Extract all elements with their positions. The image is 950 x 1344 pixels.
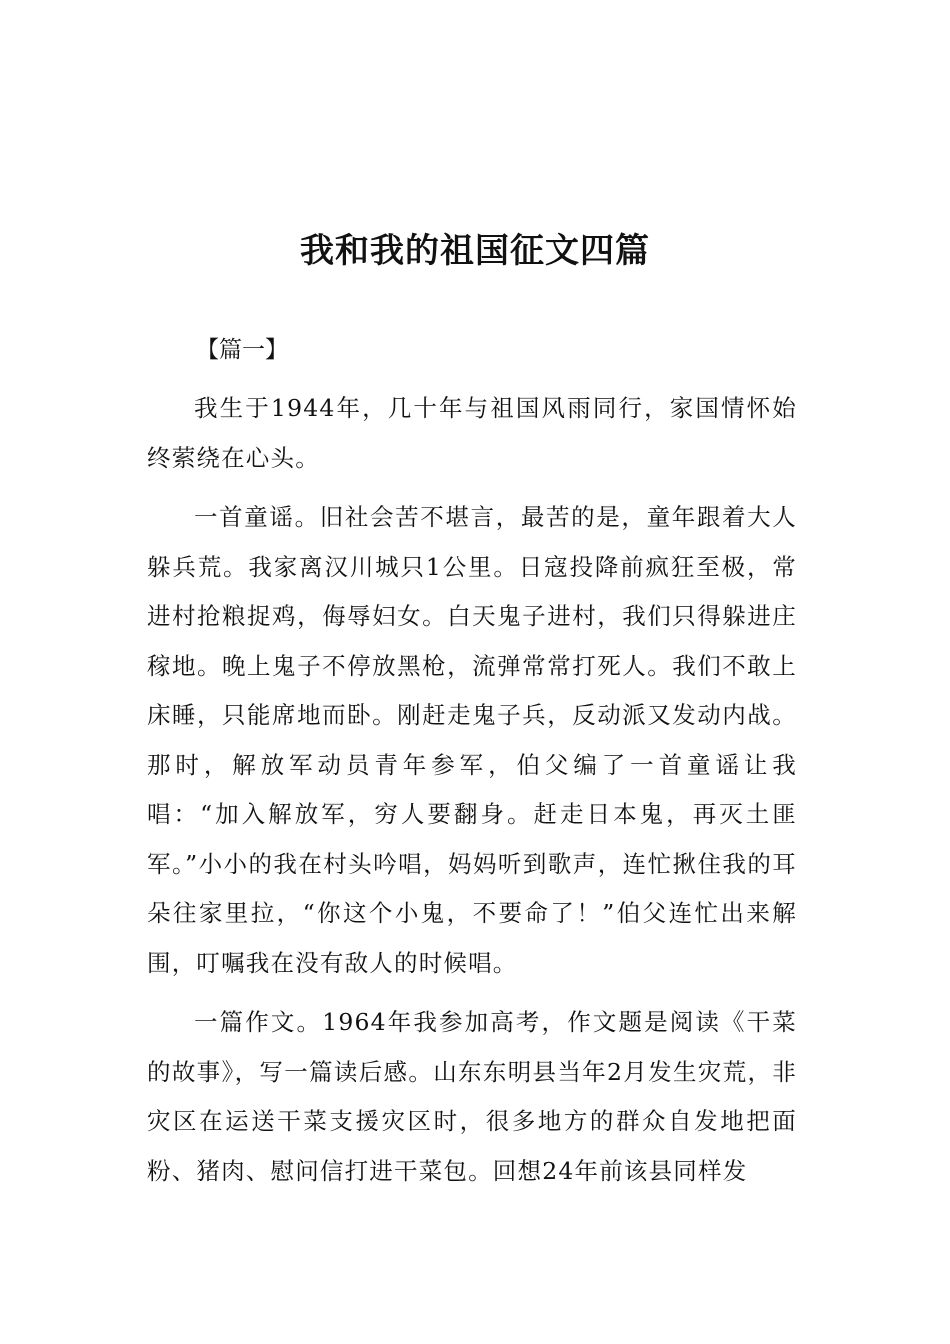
- body-text: [147, 384, 797, 1206]
- paragraph-essay: 一篇作文。1964年我参加高考，作文题是阅读《干菜的故事》，写一篇读后感。山东东明县当年2月发生灾荒，非灾区在运送干菜支援灾区时，很多地方的群众自发地把面粉、猪肉、慰问信打进干菜包。回想24年前该县同样发: [147, 1008, 797, 1185]
- paragraph-intro: 我生于1944年，几十年与祖国风雨同行，家国情怀始终萦绕在心头。: [147, 394, 797, 472]
- paragraph-nursery-rhyme: 一首童谣。旧社会苦不堪言，最苦的是，童年跟着大人躲兵荒。我家离汉川城只1公里。日寇投降前疯狂至极，常进村抢粮捉鸡，侮辱妇女。白天鬼子进村，我们只得躲进庄稼地。晚上鬼子不停放黑枪，流弹常常打死人。我们不敢上床睡，只能席地而卧。刚赶走鬼子兵，反动派又发动内战。那时，解放军动员青年参军，伯父编了一首童谣让我唱：“加入解放军，穷人要翻身。赶走日本鬼，再灭土匪军。”小小的我在村头吟唱，妈妈听到歌声，连忙揪住我的耳朵往家里拉，“你这个小鬼，不要命了！”伯父连忙出来解围，叮嘱我在没有敌人的时候唱。: [147, 503, 797, 977]
- section-label: 【篇一】: [196, 337, 288, 363]
- document-title: 我和我的祖国征文四篇: [300, 231, 650, 271]
